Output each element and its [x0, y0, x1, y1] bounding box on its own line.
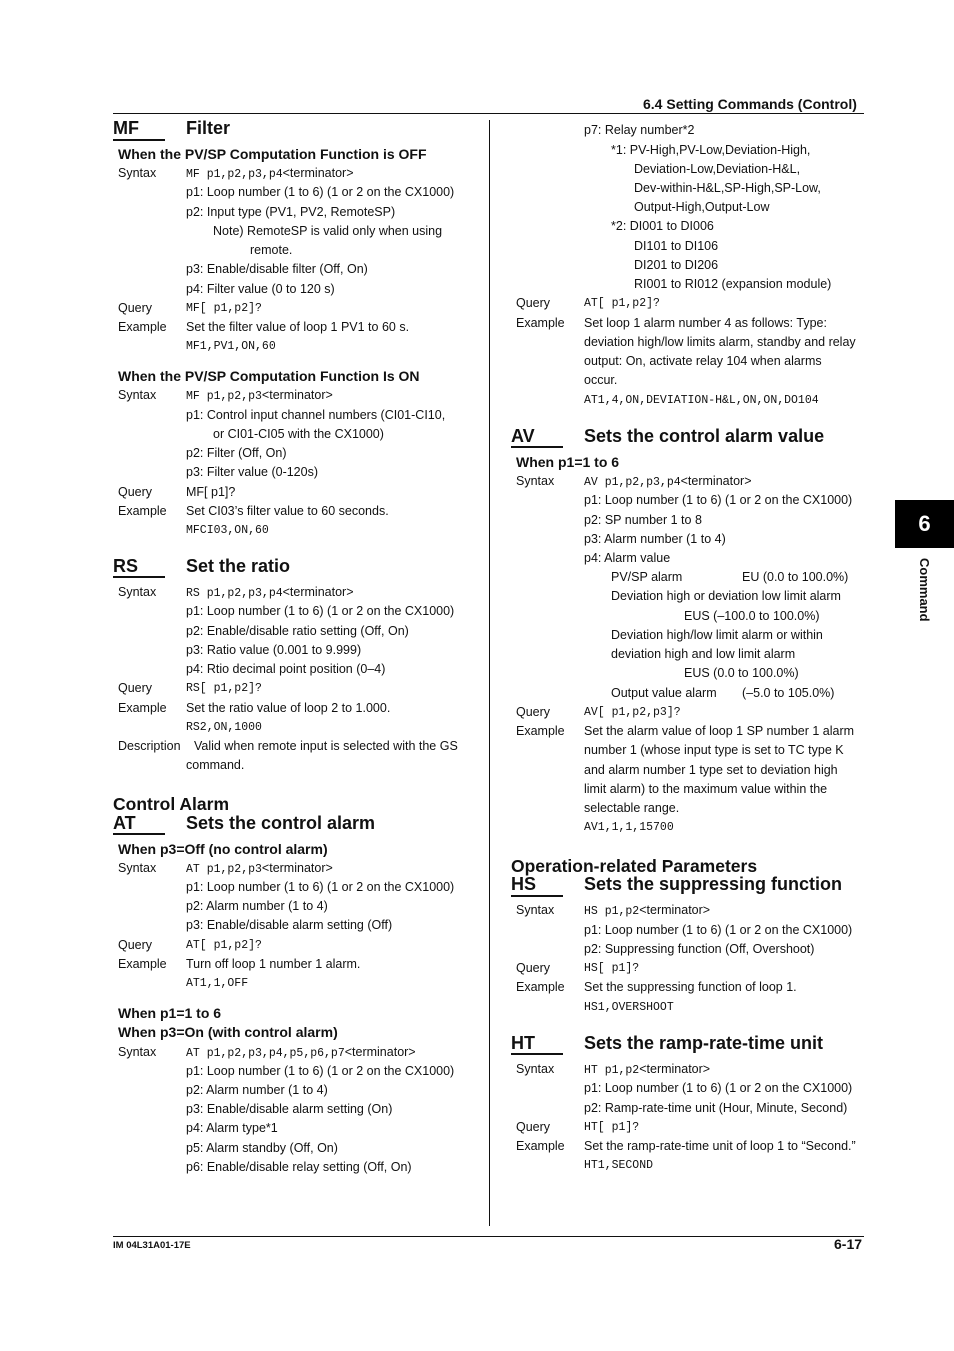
param-p1: p1: Control input channel numbers (CI01-CI10,: [186, 408, 446, 422]
example-text: number 1 (whose input type is set to TC type K: [584, 743, 844, 757]
param-p5: p5: Alarm standby (Off, On): [186, 1141, 338, 1155]
command-title: Sets the control alarm value: [584, 426, 825, 446]
query-command: MF[ p1]?: [186, 485, 236, 499]
param-p3: p3: Filter value (0-120s): [186, 465, 319, 479]
range-label: PV/SP alarm: [611, 570, 683, 584]
param-p3: p3: Enable/disable alarm setting (Off): [186, 918, 393, 932]
example-text: Set CI03’s filter value to 60 seconds.: [186, 504, 389, 518]
syntax-terminator: <terminator>: [261, 388, 333, 402]
param-p2: p2: Ramp-rate-time unit (Hour, Minute, Second): [584, 1101, 848, 1115]
syntax-command: MF p1,p2,p3: [186, 390, 262, 403]
example-label: Example: [516, 1139, 565, 1153]
query-label: Query: [118, 938, 153, 952]
syntax-line: [186, 861, 333, 876]
example-label: Example: [118, 320, 167, 334]
query-label: Query: [516, 296, 551, 310]
example-command: AT1,1,OFF: [186, 977, 249, 990]
example-label: Example: [118, 701, 167, 715]
param-p1: p1: Loop number (1 to 6) (1 or 2 on the CX1000): [584, 1081, 853, 1095]
param-p2: p2: Alarm number (1 to 4): [186, 1083, 328, 1097]
param-p2: p2: SP number 1 to 8: [584, 513, 702, 527]
command-underline: [511, 895, 563, 897]
example-label: Example: [516, 724, 565, 738]
footnote-2: *2: DI001 to DI006: [611, 219, 714, 233]
example-text: Set loop 1 alarm number 4 as follows: Type:: [584, 316, 827, 330]
example-text: selectable range.: [584, 801, 680, 815]
range-value: (–5.0 to 105.0%): [742, 686, 835, 700]
example-text: and alarm number 1 type set to deviation high: [584, 763, 838, 777]
syntax-terminator: <terminator>: [282, 585, 354, 599]
query-label: Query: [118, 301, 153, 315]
section-header: 6.4 Setting Commands (Control): [643, 96, 857, 112]
param-p1: p1: Loop number (1 to 6) (1 or 2 on the CX1000): [186, 880, 455, 894]
param-p2: p2: Alarm number (1 to 4): [186, 899, 328, 913]
chapter-tab: [895, 500, 954, 548]
example-label: Example: [118, 957, 167, 971]
example-command: MF1,PV1,ON,60: [186, 340, 276, 353]
syntax-command: AV p1,p2,p3,p4: [584, 476, 681, 489]
syntax-terminator: <terminator>: [261, 861, 333, 875]
syntax-command: MF p1,p2,p3,p4: [186, 168, 283, 181]
query-command: HS[ p1]?: [584, 962, 640, 975]
syntax-line: [186, 1045, 416, 1060]
command-title: Filter: [186, 118, 231, 138]
param-p6: p6: Enable/disable relay setting (Off, On): [186, 1160, 412, 1174]
query-command: RS[ p1,p2]?: [186, 682, 262, 695]
param-p1: p1: Loop number (1 to 6) (1 or 2 on the CX1000): [584, 923, 853, 937]
range-label-cont: deviation high and low limit alarm: [611, 647, 796, 661]
syntax-line: [186, 166, 354, 181]
command-underline: [113, 833, 165, 835]
range-value: EUS (–100.0 to 100.0%): [684, 609, 820, 623]
footnote-1-cont: Output-High,Output-Low: [634, 200, 770, 214]
syntax-terminator: <terminator>: [344, 1045, 416, 1059]
syntax-label: Syntax: [516, 903, 555, 917]
example-text: limit alarm) to the maximum value within the: [584, 782, 828, 796]
example-label: Example: [118, 504, 167, 518]
param-p1: p1: Loop number (1 to 6) (1 or 2 on the CX1000): [186, 1064, 455, 1078]
query-command: AT[ p1,p2]?: [584, 297, 660, 310]
syntax-label: Syntax: [118, 166, 157, 180]
range-value: EU (0.0 to 100.0%): [742, 570, 849, 584]
range-label: Deviation high or deviation low limit alarm: [611, 589, 841, 603]
example-command: HT1,SECOND: [584, 1159, 654, 1172]
footnote-1-cont: Dev-within-H&L,SP-High,SP-Low,: [634, 181, 821, 195]
param-p3: p3: Ratio value (0.001 to 9.999): [186, 643, 362, 657]
subheading: When p1=1 to 6: [516, 454, 620, 470]
description-text: Valid when remote input is selected with the GS: [194, 739, 458, 753]
footnote-1-cont: Deviation-Low,Deviation-H&L,: [634, 162, 801, 176]
syntax-command: AT p1,p2,p3,p4,p5,p6,p7: [186, 1047, 345, 1060]
footnote-1: *1: PV-High,PV-Low,Deviation-High,: [611, 143, 811, 157]
example-command: MFCI03,ON,60: [186, 524, 269, 537]
command-code: HT: [511, 1033, 535, 1053]
example-text: Set the ramp-rate-time unit of loop 1 to “Second.”: [584, 1139, 856, 1153]
group-heading: Control Alarm: [113, 794, 230, 814]
param-p3: p3: Enable/disable filter (Off, On): [186, 262, 368, 276]
example-command: RS2,ON,1000: [186, 721, 262, 734]
param-p1-cont: or CI01-CI05 with the CX1000): [213, 427, 384, 441]
query-command: AT[ p1,p2]?: [186, 939, 262, 952]
query-label: Query: [118, 681, 153, 695]
command-underline: [113, 139, 165, 141]
param-p4: p4: Filter value (0 to 120 s): [186, 282, 335, 296]
param-p2: p2: Enable/disable ratio setting (Off, On): [186, 624, 409, 638]
syntax-label: Syntax: [516, 1062, 555, 1076]
page-number: 6-17: [834, 1236, 863, 1252]
description-text-cont: command.: [186, 758, 245, 772]
syntax-line: [186, 388, 333, 403]
range-label: Deviation high/low limit alarm or within: [611, 628, 823, 642]
chapter-side-label: [912, 558, 932, 648]
syntax-label: Syntax: [118, 861, 157, 875]
syntax-terminator: <terminator>: [282, 166, 354, 180]
param-note-cont: remote.: [250, 243, 293, 257]
param-p2: p2: Input type (PV1, PV2, RemoteSP): [186, 205, 396, 219]
example-command: AT1,4,ON,DEVIATION-H&L,ON,ON,DO104: [584, 394, 819, 407]
example-text: Set the ratio value of loop 2 to 1.000.: [186, 701, 391, 715]
param-p4: p4: Rtio decimal point position (0–4): [186, 662, 386, 676]
header-rule: [113, 113, 864, 114]
command-underline: [511, 1053, 563, 1055]
syntax-terminator: <terminator>: [639, 903, 711, 917]
footer-rule: [113, 1236, 864, 1237]
param-p2: p2: Suppressing function (Off, Overshoot): [584, 942, 815, 956]
group-heading: Operation-related Parameters: [511, 856, 758, 876]
range-value: EUS (0.0 to 100.0%): [684, 666, 799, 680]
syntax-label: Syntax: [118, 388, 157, 402]
syntax-label: Syntax: [118, 1045, 157, 1059]
query-command: MF[ p1,p2]?: [186, 302, 262, 315]
description-label: Description: [118, 739, 181, 753]
syntax-command: HS p1,p2: [584, 905, 640, 918]
syntax-line: [186, 585, 354, 600]
syntax-command: AT p1,p2,p3: [186, 863, 262, 876]
param-p7: p7: Relay number*2: [584, 123, 695, 137]
query-label: Query: [118, 485, 153, 499]
syntax-line: [584, 1062, 710, 1077]
syntax-command: HT p1,p2: [584, 1064, 640, 1077]
chapter-number: 6: [918, 511, 931, 536]
footnote-2-cont: RI001 to RI012 (expansion module): [634, 277, 832, 291]
query-label: Query: [516, 705, 551, 719]
command-title: Set the ratio: [186, 556, 291, 576]
document-id: IM 04L31A01-17E: [113, 1240, 191, 1251]
footnote-2-cont: DI101 to DI106: [634, 239, 719, 253]
param-p4: p4: Alarm type*1: [186, 1121, 278, 1135]
param-p1: p1: Loop number (1 to 6) (1 or 2 on the CX1000): [186, 185, 455, 199]
param-p4: p4: Alarm value: [584, 551, 671, 565]
command-code: MF: [113, 118, 139, 138]
example-text: occur.: [584, 373, 618, 387]
subheading: When p3=On (with control alarm): [118, 1024, 338, 1040]
param-note: Note) RemoteSP is valid only when using: [213, 224, 443, 238]
example-text: Set the alarm value of loop 1 SP number 1 alarm: [584, 724, 855, 738]
footnote-2-cont: DI201 to DI206: [634, 258, 719, 272]
query-label: Query: [516, 1120, 551, 1134]
chapter-label: Command: [917, 558, 932, 622]
example-label: Example: [516, 980, 565, 994]
example-command: HS1,OVERSHOOT: [584, 1001, 674, 1014]
syntax-label: Syntax: [516, 474, 555, 488]
param-p3: p3: Enable/disable alarm setting (On): [186, 1102, 393, 1116]
command-underline: [113, 576, 165, 578]
example-text: Turn off loop 1 number 1 alarm.: [186, 957, 361, 971]
example-text: deviation high/low limits alarm, standby and relay: [584, 335, 856, 349]
syntax-line: [584, 474, 752, 489]
syntax-label: Syntax: [118, 585, 157, 599]
column-divider: [489, 120, 490, 1226]
syntax-line: [584, 903, 710, 918]
subheading: When p1=1 to 6: [118, 1005, 222, 1021]
subheading: When the PV/SP Computation Function is OFF: [118, 146, 427, 162]
query-command: HT[ p1]?: [584, 1121, 640, 1134]
example-text: Set the suppressing function of loop 1.: [584, 980, 797, 994]
param-p1: p1: Loop number (1 to 6) (1 or 2 on the CX1000): [584, 493, 853, 507]
param-p3: p3: Alarm number (1 to 4): [584, 532, 726, 546]
query-label: Query: [516, 961, 551, 975]
syntax-terminator: <terminator>: [639, 1062, 711, 1076]
subheading: When the PV/SP Computation Function Is ON: [118, 368, 420, 384]
command-title: Sets the suppressing function: [584, 874, 843, 894]
range-label: Output value alarm: [611, 686, 717, 700]
command-code: AT: [113, 813, 136, 833]
command-code: RS: [113, 556, 139, 576]
subheading: When p3=Off (no control alarm): [118, 841, 328, 857]
command-underline: [511, 446, 563, 448]
command-code: HS: [511, 874, 537, 894]
command-title: Sets the ramp-rate-time unit: [584, 1033, 824, 1053]
command-title: Sets the control alarm: [186, 813, 376, 833]
example-label: Example: [516, 316, 565, 330]
example-command: AV1,1,1,15700: [584, 821, 674, 834]
query-command: AV[ p1,p2,p3]?: [584, 706, 681, 719]
param-p2: p2: Filter (Off, On): [186, 446, 287, 460]
example-text: output: On, activate relay 104 when alarms: [584, 354, 822, 368]
param-p1: p1: Loop number (1 to 6) (1 or 2 on the CX1000): [186, 604, 455, 618]
syntax-command: RS p1,p2,p3,p4: [186, 587, 283, 600]
example-text: Set the filter value of loop 1 PV1 to 60 s.: [186, 320, 410, 334]
syntax-terminator: <terminator>: [680, 474, 752, 488]
command-code: AV: [511, 426, 535, 446]
